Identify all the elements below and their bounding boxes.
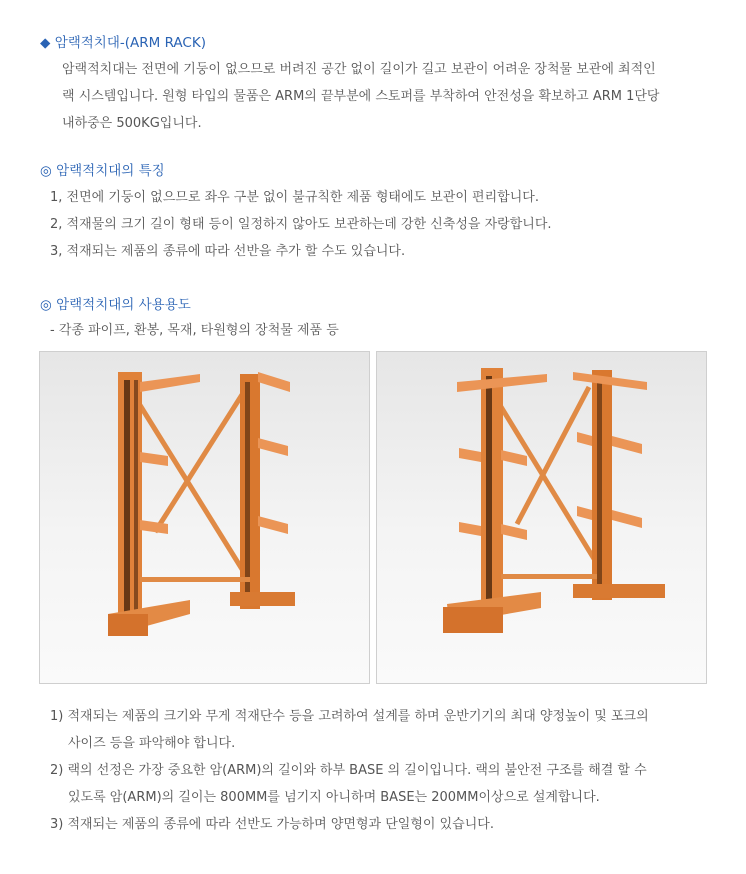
usage-heading bbox=[40, 293, 191, 313]
page-title-text: 암랙적치대-(ARM RACK) bbox=[54, 35, 206, 51]
circle-bullet-icon: ◎ bbox=[40, 163, 52, 179]
usage-title: 암랙적치대의 사용용도 bbox=[56, 297, 191, 313]
usage-description: - 각종 파이프, 환봉, 목재, 타원형의 장척물 제품 등 bbox=[50, 323, 339, 338]
note-1-line-2: 사이즈 등을 파악해야 합니다. bbox=[68, 736, 236, 751]
feature-item: 3, 적재되는 제품의 종류에 따라 선반을 추가 할 수도 있습니다. bbox=[50, 244, 406, 259]
feature-item: 2, 적재물의 크기 길이 형태 등이 일정하지 않아도 보관하는데 강한 신축성을 자랑합니다. bbox=[50, 217, 552, 232]
features-heading bbox=[40, 159, 165, 179]
intro-line-2: 랙 시스템입니다. 원형 타입의 물품은 ARM의 끝부분에 스토퍼를 부착하여 안전성을 확보하고 ARM 1단당 bbox=[62, 89, 660, 104]
circle-bullet-icon: ◎ bbox=[40, 297, 52, 313]
double-sided-arm-rack-image bbox=[376, 351, 707, 684]
note-1-line-1: 1) 적재되는 제품의 크기와 무게 적재단수 등을 고려하여 설계를 하며 운반기기의 최대 양정높이 및 포크의 bbox=[50, 709, 649, 724]
single-sided-arm-rack-image bbox=[39, 351, 370, 684]
intro-line-3: 내하중은 500KG입니다. bbox=[62, 116, 202, 131]
features-title: 암랙적치대의 특징 bbox=[56, 163, 165, 179]
note-2-line-1: 2) 랙의 선정은 가장 중요한 암(ARM)의 길이와 하부 BASE 의 길이입니다. 랙의 불안전 구조를 해결 할 수 bbox=[50, 763, 647, 778]
page-title bbox=[40, 31, 206, 51]
intro-line-1: 암랙적치대는 전면에 기둥이 없으므로 버려진 공간 없이 길이가 길고 보관이 어려운 장척물 보관에 최적인 bbox=[62, 62, 656, 77]
note-3-line-1: 3) 적재되는 제품의 종류에 따라 선반도 가능하며 양면형과 단일형이 있습니다. bbox=[50, 817, 494, 832]
diamond-bullet-icon: ◆ bbox=[40, 35, 51, 51]
feature-item: 1, 전면에 기둥이 없으므로 좌우 구분 없이 불규칙한 제품 형태에도 보관이 편리합니다. bbox=[50, 190, 539, 205]
note-2-line-2: 있도록 암(ARM)의 길이는 800MM를 넘기지 아니하며 BASE는 200MM이상으로 설계합니다. bbox=[68, 790, 600, 805]
